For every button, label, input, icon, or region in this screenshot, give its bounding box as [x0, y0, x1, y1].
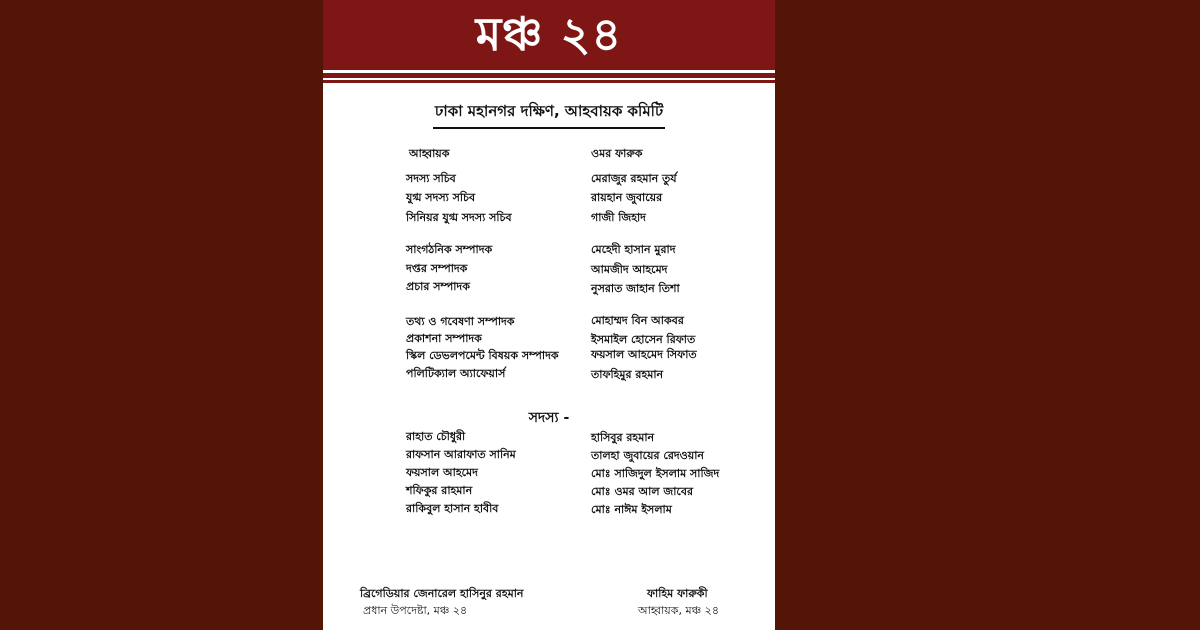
position-name: ইসমাইল হোসেন রিফাত	[591, 333, 696, 346]
member-name: মোঃ সাজিদুল ইসলাম সাজিদ	[591, 467, 720, 480]
committee-heading	[323, 100, 775, 129]
position-name: আমজীদ আহমেদ	[591, 263, 668, 276]
position-title: দপ্তর সম্পাদক	[406, 262, 468, 275]
position-title: আহ্বায়ক	[409, 147, 450, 160]
position-title: প্রচার সম্পাদক	[406, 280, 470, 293]
member-name: ফয়সাল আহমেদ	[406, 466, 478, 479]
member-name: রাহাত চৌধুরী	[406, 430, 466, 443]
signature-right-name: ফাহিম ফারুকী	[647, 587, 708, 600]
position-title: তথ্য ও গবেষণা সম্পাদক	[406, 315, 515, 328]
position-name: তাফহিমুর রহমান	[591, 368, 664, 381]
position-name: মেরাজুর রহমান তুর্য	[591, 172, 677, 185]
signature-left-name: ব্রিগেডিয়ার জেনারেল হাসিনুর রহমান	[360, 587, 524, 600]
members-title: সদস্য -	[528, 410, 570, 426]
position-title: পলিটিক্যাল অ্যাফেয়ার্স	[406, 367, 506, 380]
position-title: প্রকাশনা সম্পাদক	[406, 332, 482, 345]
signature-left-role: প্রধান উপদেষ্টা, মঞ্চ ২৪	[363, 604, 468, 617]
position-name: রায়হান জুবায়ের	[591, 191, 663, 204]
position-title: সাংগঠনিক সম্পাদক	[406, 243, 493, 256]
position-name: মেহেদী হাসান মুরাদ	[591, 243, 676, 256]
committee-heading-text: ঢাকা মহানগর দক্ষিণ, আহবায়ক কমিটি	[433, 100, 665, 129]
banner-rule-thick	[323, 73, 775, 78]
position-title: যুগ্ম সদস্য সচিব	[406, 191, 476, 204]
member-name: মোঃ ওমর আল জাবের	[591, 485, 694, 498]
member-name: মোঃ নাঈম ইসলাম	[591, 503, 672, 516]
position-title: সিনিয়র যুগ্ম সদস্য সচিব	[406, 211, 512, 224]
position-title: সদস্য সচিব	[406, 172, 456, 185]
signature-right-role: আহ্বায়ক, মঞ্চ ২৪	[638, 604, 719, 617]
document-sheet	[323, 0, 775, 630]
position-name: নুসরাত জাহান তিশা	[591, 282, 680, 295]
member-name: রাফসান আরাফাত সানিম	[406, 448, 516, 461]
banner-title: মঞ্চ ২৪	[475, 7, 623, 61]
position-name: মোহাম্মদ বিন আকবর	[591, 314, 684, 327]
position-name: ওমর ফারুক	[591, 147, 643, 160]
banner-rule-thin	[323, 80, 775, 83]
position-name: গাজী জিহাদ	[591, 211, 646, 224]
banner	[323, 0, 775, 70]
member-name: রাকিবুল হাসান হাবীব	[406, 502, 499, 515]
position-name: ফয়সাল আহমেদ সিফাত	[591, 348, 697, 361]
member-name: তালহা জুবায়ের রেদওয়ান	[591, 449, 704, 462]
member-name: হাসিবুর রহমান	[591, 431, 655, 444]
member-name: শফিকুর রাহমান	[406, 484, 473, 497]
position-title: স্কিল ডেভলপমেন্ট বিষয়ক সম্পাদক	[406, 349, 559, 362]
